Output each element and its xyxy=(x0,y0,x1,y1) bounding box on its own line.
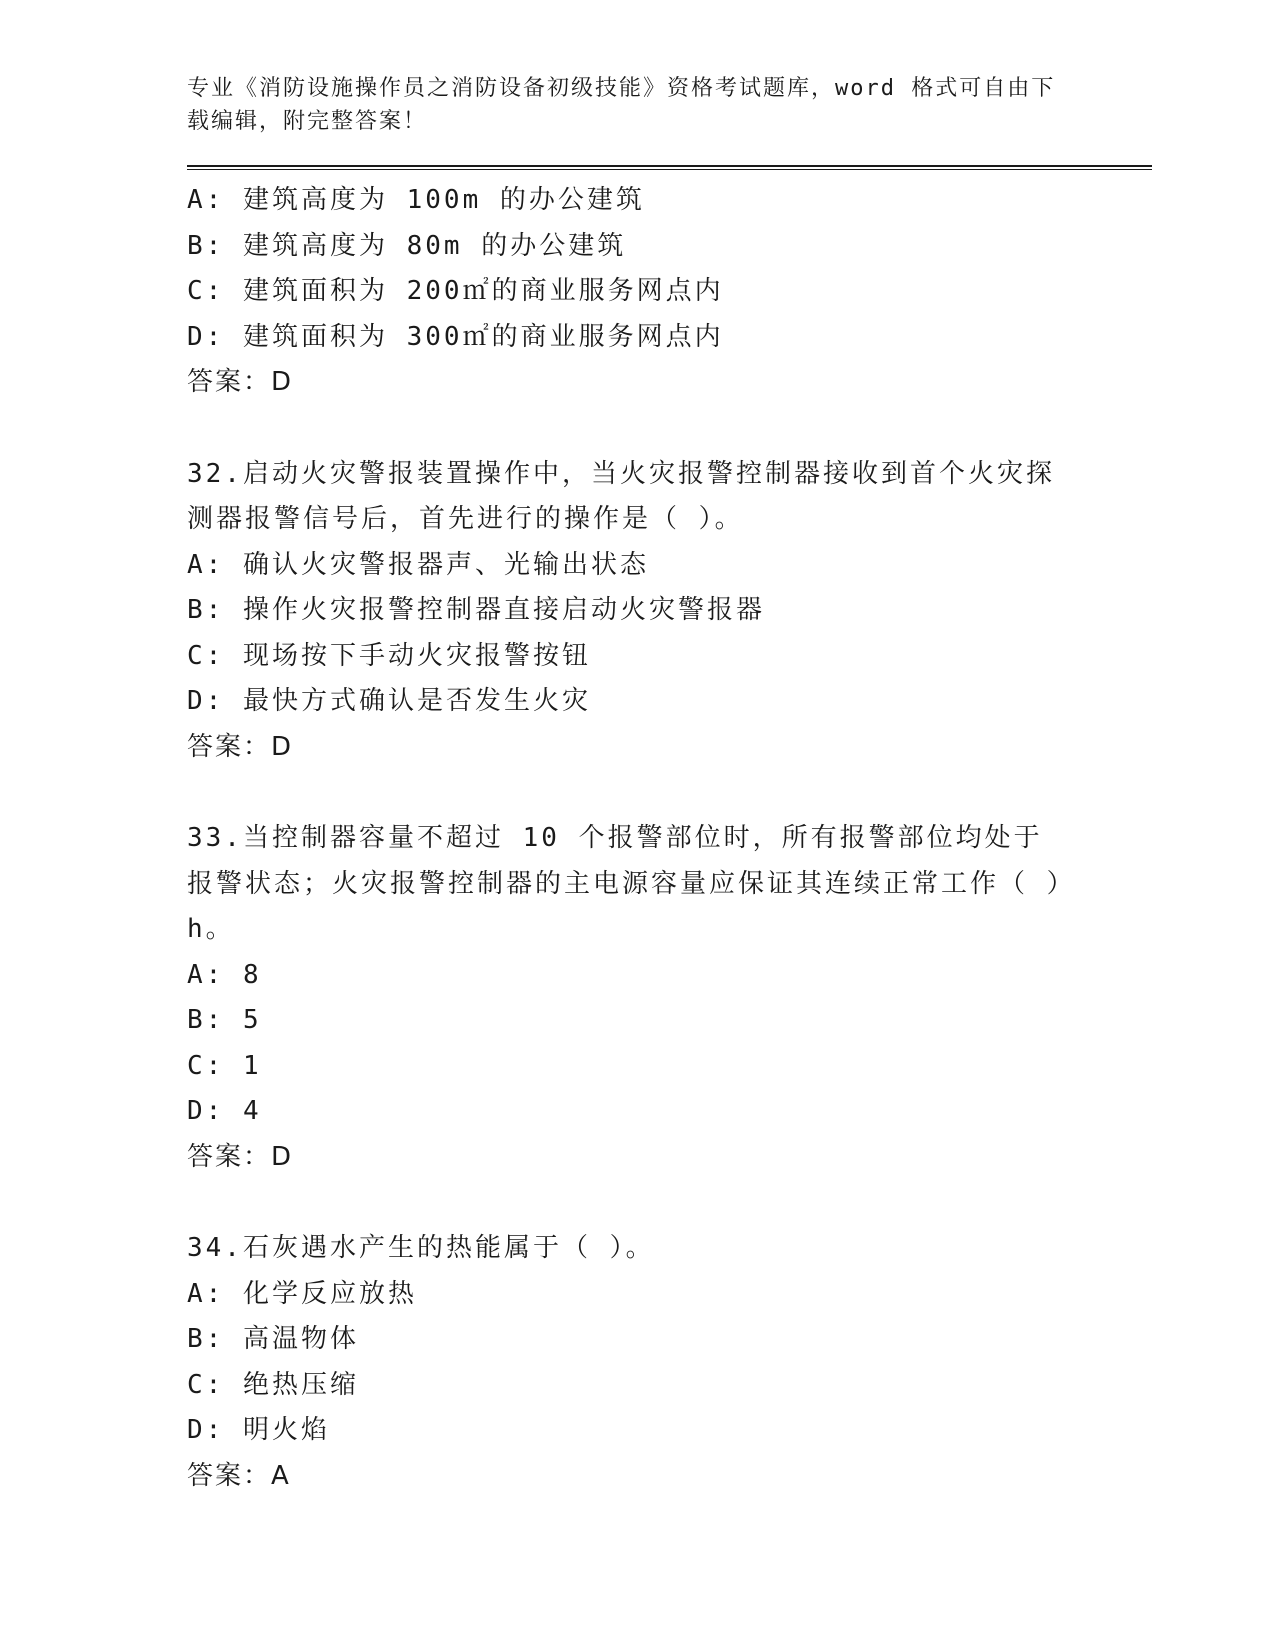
answer: 答案：A xyxy=(187,1460,291,1491)
question-stem: 34.石灰遇水产生的热能属于（ ）。 xyxy=(187,1233,655,1263)
option-c: C: 现场按下手动火灾报警按钮 xyxy=(187,640,591,671)
option-d: D: 4 xyxy=(187,1096,262,1126)
answer: 答案：D xyxy=(187,367,294,397)
option-b: B: 高温物体 xyxy=(187,1324,359,1354)
question-34 xyxy=(187,1226,1152,1499)
option-a: A: 建筑高度为 100m 的办公建筑 xyxy=(187,185,645,215)
question-stem: 32.启动火灾警报装置操作中，当火灾报警控制器接收到首个火灾探测器报警信号后，首先进行的操作是（ ）。 xyxy=(187,458,1055,534)
option-b: B: 建筑高度为 80m 的办公建筑 xyxy=(187,230,627,261)
option-d: D: 明火焰 xyxy=(187,1415,330,1445)
option-d: D: 最快方式确认是否发生火灾 xyxy=(187,686,591,716)
document-header: 专业《消防设施操作员之消防设备初级技能》资格考试题库，word 格式可自由下载编辑，附完整答案！ xyxy=(187,76,1056,134)
question-31-tail xyxy=(187,178,1152,406)
option-a: A: 8 xyxy=(187,959,262,990)
answer: 答案：D xyxy=(187,1141,294,1172)
option-b: B: 5 xyxy=(187,1005,262,1035)
header-divider xyxy=(187,165,1152,170)
question-stem: 33.当控制器容量不超过 10 个报警部位时，所有报警部位均处于报警状态；火灾报警控制器的主电源容量应保证其连续正常工作（ ）h。 xyxy=(187,823,1063,944)
option-c: C: 建筑面积为 200㎡的商业服务网点内 xyxy=(187,276,724,306)
option-a: A: 化学反应放热 xyxy=(187,1278,417,1309)
question-list xyxy=(187,178,1152,1499)
answer: 答案：D xyxy=(187,731,294,762)
option-b: B: 操作火灾报警控制器直接启动火灾警报器 xyxy=(187,595,765,625)
option-d: D: 建筑面积为 300㎡的商业服务网点内 xyxy=(187,321,724,352)
option-c: C: 1 xyxy=(187,1050,262,1081)
document-page xyxy=(187,72,1152,1499)
question-32 xyxy=(187,452,1152,771)
option-c: C: 绝热压缩 xyxy=(187,1369,359,1400)
question-33 xyxy=(187,816,1152,1180)
option-a: A: 确认火灾警报器声、光输出状态 xyxy=(187,549,649,580)
